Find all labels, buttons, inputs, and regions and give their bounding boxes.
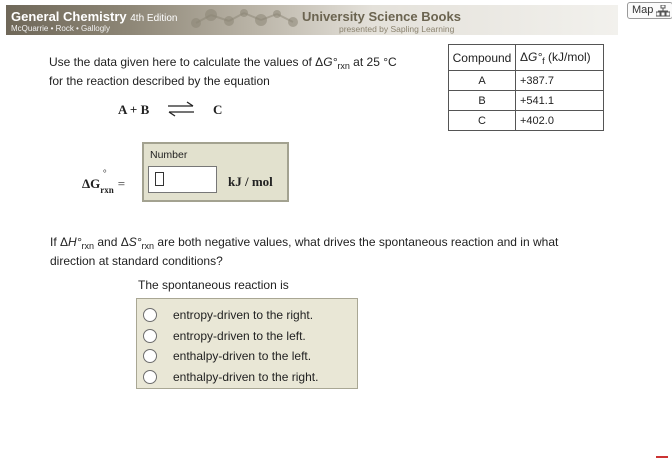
multiple-choice-box xyxy=(136,298,358,389)
book-edition: 4th Edition xyxy=(130,13,178,24)
table-header-dgf: $\Delta G^\circ_f$ (kJ/mol) xyxy=(516,45,604,71)
radio-button[interactable] xyxy=(143,308,157,322)
number-input[interactable] xyxy=(148,166,217,193)
compound-cell: C xyxy=(449,111,516,131)
map-button[interactable] xyxy=(627,2,672,19)
radio-button[interactable] xyxy=(143,349,157,363)
compound-cell: A xyxy=(449,71,516,91)
thermo-data-table xyxy=(448,44,604,131)
mc-option[interactable] xyxy=(143,348,353,366)
book-title: General Chemistry 4th Edition xyxy=(11,9,178,24)
mc-option[interactable] xyxy=(143,369,353,387)
molecule-decoration-icon xyxy=(181,5,311,35)
mc-option-label: enthalpy-driven to the left. xyxy=(173,349,312,363)
map-button-label: Map xyxy=(632,4,654,16)
product: C xyxy=(213,102,223,117)
mc-option[interactable] xyxy=(143,328,353,346)
reaction-equation xyxy=(118,102,223,118)
text-cursor-icon xyxy=(155,172,164,186)
radio-button[interactable] xyxy=(143,329,157,343)
compound-cell: B xyxy=(449,91,516,111)
mc-option-label: entropy-driven to the right. xyxy=(173,308,314,322)
mc-option-label: enthalpy-driven to the right. xyxy=(173,370,319,384)
mc-option-label: entropy-driven to the left. xyxy=(173,329,306,343)
question2-prompt: If $\Delta H^\circ_{rxn}$ and $\Delta S^\circ_{rxn}$ are both negative values, what drives the spontaneous reaction and in what direction at standard conditions? xyxy=(50,235,559,268)
value-cell: +402.0 xyxy=(516,111,604,131)
table-row xyxy=(449,111,604,131)
value-cell: +541.1 xyxy=(516,91,604,111)
mc-heading: The spontaneous reaction is xyxy=(138,278,289,292)
question1-prompt: Use the data given here to calculate the values of $\Delta G^\circ_{rxn}$ at 25 °C for the reaction described by the equation xyxy=(49,55,397,88)
equilibrium-arrows-icon xyxy=(166,101,196,117)
unit-label: kJ / mol xyxy=(228,174,273,189)
table-row xyxy=(449,71,604,91)
numeric-answer-box xyxy=(142,142,289,202)
publisher-name: University Science Books xyxy=(302,9,461,24)
value-cell: +387.7 xyxy=(516,71,604,91)
table-row xyxy=(449,91,604,111)
map-tree-icon xyxy=(656,5,670,17)
book-authors: McQuarrie • Rock • Gallogly xyxy=(11,24,110,33)
corner-mark xyxy=(656,456,668,458)
table-header-compound: Compound xyxy=(449,45,516,71)
delta-g-rxn-label: ΔG ° $_{rxn}$ = xyxy=(82,168,126,195)
reactants: A + B xyxy=(118,102,150,117)
header-banner xyxy=(6,5,618,35)
radio-button[interactable] xyxy=(143,370,157,384)
number-label: Number xyxy=(150,149,188,161)
presented-by: presented by Sapling Learning xyxy=(339,24,455,34)
mc-option[interactable] xyxy=(143,307,353,325)
